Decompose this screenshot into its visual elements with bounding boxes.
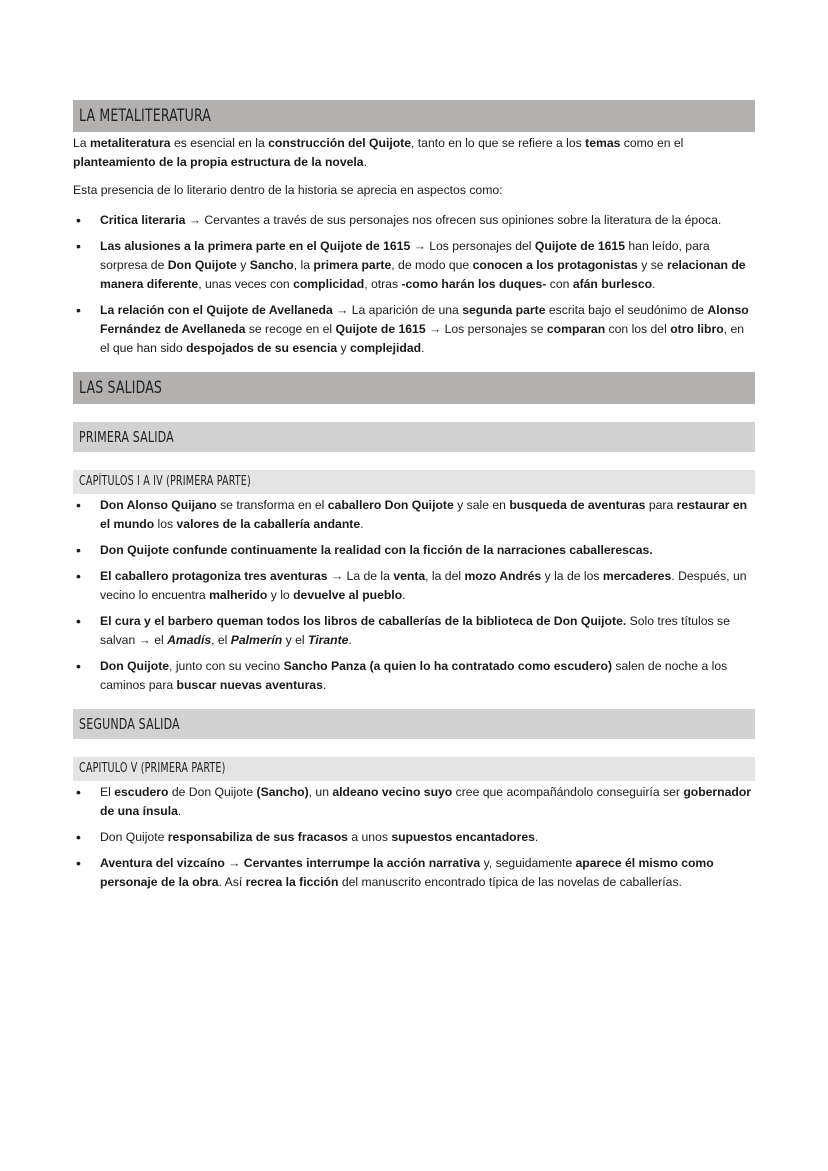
bold-italic-title: Tirante [308,633,349,647]
bold-run: Sancho Panza (a quien lo ha contratado como escudero) [283,659,613,673]
bold-run: La relación con el Quijote de Avellaneda → [100,303,349,317]
bold-run: afán burlesco [572,277,653,291]
bold-run: Las alusiones a la primera parte en el Quijote de 1615 → [100,239,426,253]
text-run: , de modo que [391,258,473,272]
text-run: para [645,498,677,512]
text-run: del manuscrito encontrado típica de las novelas de caballerías. [338,875,682,889]
text-run: han leído, para sorpresa de [100,239,710,272]
text-run: y sale en [453,498,510,512]
text-run: se recoge en el [245,322,336,336]
text-run: con los del [605,322,671,336]
bold-run: caballero Don Quijote [327,498,454,512]
bold-run: complejidad [349,341,422,355]
bold-run: Sancho [249,258,294,272]
metaliteratura-bullet-list [73,211,755,358]
text-run: y se [637,258,667,272]
bullet-item [73,301,755,358]
metaliteratura-intro-paragraph [73,134,755,172]
bold-run: Don Quijote [167,258,237,272]
bold-run: mercaderes [602,569,672,583]
bold-run: temas [585,136,621,150]
bold-run: recrea la ficción [245,875,339,889]
bold-run: conocen a los protagonistas [472,258,638,272]
bold-run: restaurar en el mundo [100,498,748,531]
text-run: . [402,588,406,602]
text-run: con [546,277,573,291]
bold-run: relacionan de manera diferente [100,258,746,291]
text-run: . Después, un vecino lo encuentra [100,569,747,602]
bold-run: valores de la caballería andante [176,517,361,531]
text-run: . Así [218,875,246,889]
bullet-item [73,783,755,821]
text-run: , junto con su vecino [169,659,284,673]
bullet-item [73,211,755,230]
bold-run: Don Alonso Quijano [100,498,217,512]
primera-salida-bullet-list [73,496,755,695]
text-run: , la [293,258,314,272]
bold-run: → [138,633,151,647]
bullet-item [73,828,755,847]
bold-run: otro libro [670,322,724,336]
text-run: La [73,136,90,150]
subheading-primera-salida: PRIMERA SALIDA [73,422,755,452]
bold-run: Aventura del vizcaíno → Cervantes interrumpe la acción narrativa [100,856,481,870]
bold-run: planteamiento de la propia estructura de la novela [73,155,364,169]
text-run: . [348,633,352,647]
bold-run: Alonso Fernández de Avellaneda [100,303,749,336]
bold-run: buscar nuevas aventuras [176,678,323,692]
chapter-heading-primera: CAPÍTULOS I A IV (PRIMERA PARTE) [73,470,755,494]
bold-run: segunda parte [462,303,546,317]
text-run: , unas veces con [198,277,294,291]
text-run: como en el [620,136,684,150]
bold-run: El cura y el barbero queman todos los libros de caballerías de la biblioteca de Don Quijote. [100,614,627,628]
text-run: y [236,258,250,272]
bold-italic-title: Amadís [167,633,212,647]
text-run: Cervantes a través de sus personajes nos ofrecen sus opiniones sobre la literatura de la época. [200,213,722,227]
text-run: . [322,678,327,692]
bold-run: supuestos encantadores [391,830,535,844]
bold-run: aparece él mismo como personaje de la obra [100,856,714,889]
bullet-item [73,612,755,650]
text-run: Esta presencia de lo literario dentro de la historia se aprecia en aspectos como: [73,183,503,197]
text-run: La aparición de una [348,303,463,317]
bold-run: comparan [546,322,606,336]
text-run: y [337,341,350,355]
text-run: salen de noche a los caminos para [100,659,728,692]
text-run: . [421,341,425,355]
bold-run: El caballero protagoniza tres aventuras → [100,569,344,583]
text-run: los [154,517,177,531]
text-run: , otras [364,277,402,291]
text-run: el [150,633,168,647]
text-run: y lo [267,588,294,602]
text-run: Solo tres títulos se salvan [100,614,730,647]
bullet-item [73,854,755,892]
section-heading-salidas: LAS SALIDAS [73,372,755,404]
bullet-item [73,567,755,605]
bold-run: despojados de su esencia [186,341,338,355]
bullet-item [73,657,755,695]
text-run: Don Quijote [100,830,168,844]
bold-run: busqueda de aventuras [509,498,646,512]
text-run: , el [211,633,231,647]
bold-run: Don Quijote confunde continuamente la realidad con la ficción de la narraciones caballerescas. [100,543,653,557]
text-run: . [177,804,182,818]
text-run: , en el que han sido [100,322,745,355]
bold-run: Don Quijote [100,659,170,673]
text-run: y el [282,633,308,647]
bold-run: (Sancho) [256,785,309,799]
bold-run: construcción del Quijote [268,136,412,150]
bold-run: venta [393,569,426,583]
bold-run: complicidad [293,277,365,291]
text-run: es esencial en la [170,136,269,150]
bold-italic-title: Palmerín [230,633,283,647]
subheading-segunda-salida: SEGUNDA SALIDA [73,709,755,739]
text-run: El [100,785,115,799]
bold-run: primera parte [313,258,392,272]
chapter-heading-segunda: CAPITULO V (PRIMERA PARTE) [73,757,755,781]
text-run: La de la [343,569,394,583]
bold-run: responsabiliza de sus fracasos [167,830,348,844]
bold-run: gobernador de una ínsula [100,785,752,818]
bullet-item [73,541,755,560]
bold-run: Quijote de 1615 [534,239,625,253]
text-run: , un [308,785,333,799]
text-run: y la de los [541,569,603,583]
text-run: . [360,517,364,531]
bold-run: escudero [114,785,169,799]
bold-run: mozo Andrés [464,569,542,583]
text-run: . [534,830,539,844]
bold-run: metaliteratura [89,136,171,150]
segunda-salida-bullet-list [73,783,755,892]
text-run: y, seguidamente [480,856,576,870]
metaliteratura-aspects-paragraph [73,181,755,200]
bold-run: -como harán los duques- [401,277,547,291]
bold-run: Critica literaria → [100,213,201,227]
text-run: , la del [425,569,465,583]
bold-run: devuelve al pueblo [293,588,403,602]
bullet-item [73,237,755,294]
bullet-item [73,496,755,534]
text-run: . [652,277,656,291]
text-run: se transforma en el [216,498,328,512]
bold-run: malherido [209,588,268,602]
text-run: . [363,155,367,169]
text-run: Los personajes se [441,322,547,336]
text-run: de Don Quijote [168,785,257,799]
bold-run: aldeano vecino suyo [332,785,453,799]
bold-run: Quijote de 1615 → [335,322,442,336]
text-run: cree que acompañándolo conseguiría ser [452,785,684,799]
section-heading-metaliteratura: LA METALITERATURA [73,100,755,132]
text-run: escrita bajo el seudónimo de [545,303,708,317]
text-run: a unos [347,830,392,844]
text-run: Los personajes del [425,239,535,253]
text-run: , tanto en lo que se refiere a los [411,136,586,150]
